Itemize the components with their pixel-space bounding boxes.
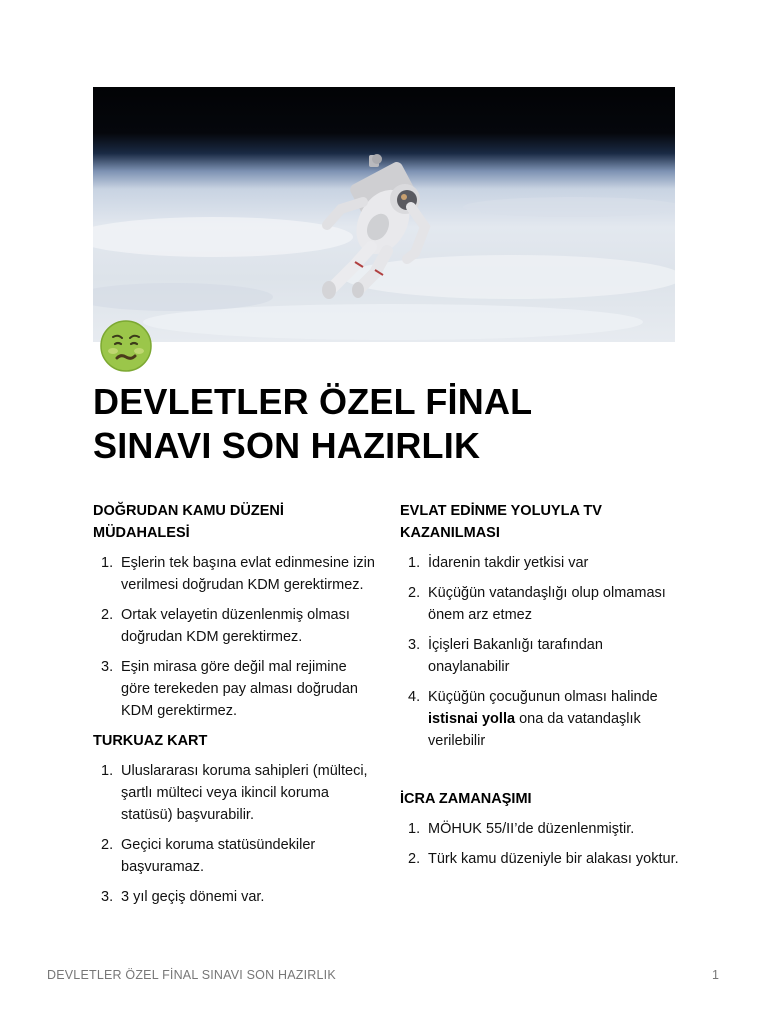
left-column xyxy=(93,500,378,916)
page-number: 1 xyxy=(712,968,719,982)
list-item: 1. İdarenin takdir yetkisi var xyxy=(408,555,589,571)
list-item: 4. Küçüğün çocuğunun olması halinde istisnai yolla ona da vatandaşlık verilebilir xyxy=(408,689,658,749)
list-item: 2. Ortak velayetin düzenlenmiş olması doğrudan KDM gerektirmez. xyxy=(101,607,350,645)
list-item: 3. Eşin mirasa göre değil mal rejimine göre terekeden pay alması doğrudan KDM gerektirmez. xyxy=(101,659,358,719)
nauseated-face-icon xyxy=(99,319,153,373)
title-line-2: SINAVI SON HAZIRLIK xyxy=(93,425,481,466)
list-item: 3. İçişleri Bakanlığı tarafından onaylanabilir xyxy=(408,637,603,675)
list-item: 2. Geçici koruma statüsündekiler başvuramaz. xyxy=(101,837,316,875)
list-kdm xyxy=(93,552,378,722)
title-line-1: DEVLETLER ÖZEL FİNAL xyxy=(93,381,533,422)
list-item: 1. Uluslararası koruma sahipleri (mülteci, şartlı mülteci veya ikincil koruma statüsü) başvurabilir. xyxy=(101,763,368,823)
right-column xyxy=(400,500,685,878)
section-heading-icra-zamanasimi: İCRA ZAMANAŞIMI xyxy=(400,791,532,807)
list-turkuaz-kart xyxy=(93,760,378,908)
list-evlat-edinme xyxy=(400,552,685,752)
list-item: 1. Eşlerin tek başına evlat edinmesine izin verilmesi doğrudan KDM gerektirmez. xyxy=(101,555,375,593)
list-item: 2. Türk kamu düzeniyle bir alakası yoktur. xyxy=(408,851,679,867)
page-title xyxy=(93,380,653,468)
list-item: 3. 3 yıl geçiş dönemi var. xyxy=(101,889,265,905)
footer-title: DEVLETLER ÖZEL FİNAL SINAVI SON HAZIRLIK xyxy=(47,968,336,982)
list-icra-zamanasimi xyxy=(400,818,685,870)
section-heading-evlat-edinme: EVLAT EDİNME YOLUYLA TV KAZANILMASI xyxy=(400,503,602,541)
list-item: 1. MÖHUK 55/II’de düzenlenmiştir. xyxy=(408,821,635,837)
list-item: 2. Küçüğün vatandaşlığı olup olmaması önem arz etmez xyxy=(408,585,666,623)
section-heading-turkuaz-kart: TURKUAZ KART xyxy=(93,733,208,749)
astronaut-over-earth-image xyxy=(93,87,675,342)
section-heading-kdm: DOĞRUDAN KAMU DÜZENİ MÜDAHALESİ xyxy=(93,503,284,541)
cover-image xyxy=(93,87,675,342)
